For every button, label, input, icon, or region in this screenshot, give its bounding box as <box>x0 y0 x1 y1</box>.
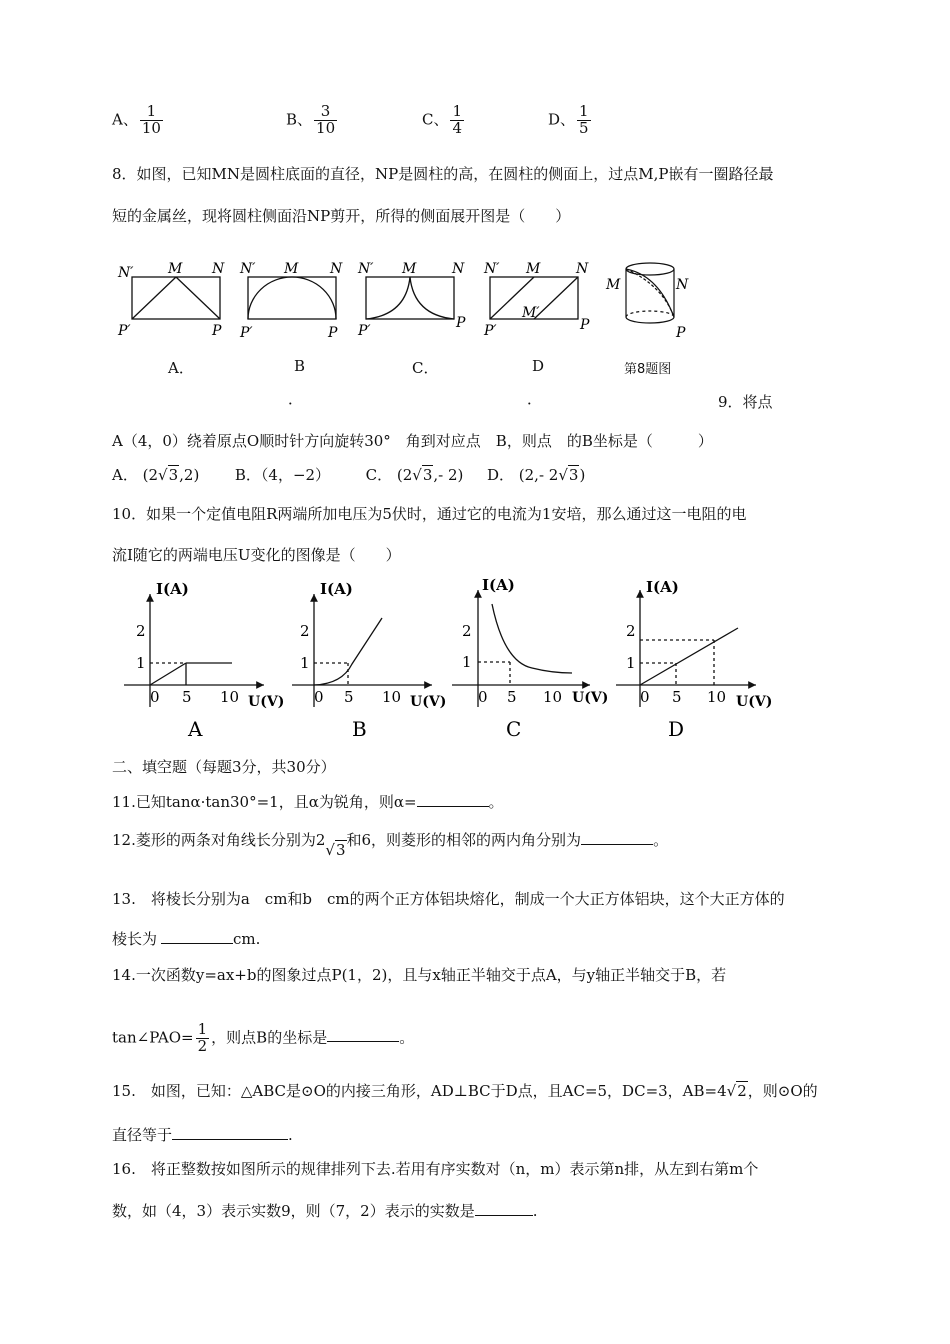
q10-caption-d: D <box>668 717 685 741</box>
q10-graph-d <box>616 590 756 707</box>
q10-caption-c: C <box>506 717 522 741</box>
q8-cylinder <box>626 263 674 323</box>
svg-text:M: M <box>402 261 417 277</box>
q8-caption-a: A． <box>168 359 194 377</box>
svg-text:2: 2 <box>300 622 310 640</box>
q8-figure-b <box>248 277 336 319</box>
q12: 12.菱形的两条对角线长分别为2√3和6，则菱形的相邻的两内角分别为 。 <box>112 831 669 859</box>
q10-line2: 流I随它的两端电压U变化的图像是（ ） <box>112 546 401 564</box>
svg-text:10: 10 <box>382 688 402 706</box>
q10-graph-b <box>292 594 432 707</box>
q10-caption-a: A <box>188 717 203 741</box>
svg-text:0: 0 <box>478 688 488 706</box>
svg-text:5: 5 <box>182 688 192 706</box>
svg-text:I(A): I(A) <box>156 580 189 598</box>
svg-text:1: 1 <box>136 654 146 672</box>
svg-text:M: M <box>526 261 541 277</box>
q10-line1: 10．如果一个定值电阻R两端所加电压为5伏时，通过它的电流为1安培，那么通过这一电阻的电 <box>112 505 747 523</box>
svg-text:I(A): I(A) <box>320 580 353 598</box>
svg-text:0: 0 <box>314 688 324 706</box>
q8-line2: 短的金属丝，现将圆柱侧面沿NP剪开，所得的侧面展开图是（ ） <box>112 207 571 225</box>
q14-line1: 14.一次函数y=ax+b的图象过点P(1，2)，且与x轴正半轴交于点A，与y轴正半轴交于B，若 <box>112 966 727 984</box>
q8-caption-b: B <box>294 357 306 375</box>
q13-line2: 棱长为 cm. <box>112 930 261 948</box>
q7-option-c: C、 $\frac{1}{4}$ <box>422 102 463 137</box>
q10-graph-c <box>452 590 590 707</box>
svg-text:U(V): U(V) <box>572 690 609 706</box>
q15-line2: 直径等于 . <box>112 1126 293 1144</box>
svg-text:U(V): U(V) <box>248 694 285 710</box>
q8-dot-d: ． <box>527 390 543 408</box>
svg-text:5: 5 <box>344 688 354 706</box>
q9-opt-d-value: (2,- 2√3) <box>518 466 586 484</box>
label-n-prime: N′ <box>118 265 134 281</box>
svg-text:N: N <box>676 277 689 293</box>
q14-line2: tan∠PAO= $\frac{1}{2}$ ，则点B的坐标是 。 <box>112 1020 415 1055</box>
svg-text:P: P <box>676 325 686 341</box>
q7-option-a: A、 $\frac{1}{10}$ <box>112 102 161 137</box>
label-n: N <box>212 261 225 277</box>
q10-caption-b: B <box>352 717 367 741</box>
q8-caption-c: C． <box>412 359 439 377</box>
q9-opt-c-value: (2√3,- 2) <box>396 466 464 484</box>
svg-text:N′: N′ <box>484 261 500 277</box>
q7-option-d: D、 $\frac{1}{5}$ <box>548 102 589 137</box>
q9-opt-b: B．（4，−2） <box>234 466 331 484</box>
q9-options: A． (2√3,2) B．（4，−2） C． (2√3,- 2) D． (2,- 2√3) <box>112 466 586 484</box>
svg-text:N: N <box>576 261 589 277</box>
fraction: $\frac{1}{4}$ <box>452 102 463 137</box>
svg-text:P′: P′ <box>358 323 371 339</box>
q9-opt-a-value: (2√3,2) <box>142 466 200 484</box>
q8-line1: 8．如图，已知MN是圆柱底面的直径，NP是圆柱的高，在圆柱的侧面上，过点M,P嵌有一圈路径最 <box>112 165 774 183</box>
svg-text:P: P <box>328 325 338 341</box>
fraction: $\frac{3}{10}$ <box>316 102 336 137</box>
svg-text:U(V): U(V) <box>410 694 447 710</box>
q7-option-b: B、 $\frac{3}{10}$ <box>286 102 336 137</box>
q8-figures <box>110 255 710 345</box>
svg-text:P′: P′ <box>484 323 497 339</box>
q8-figure-caption: 第8题图 <box>624 362 672 377</box>
svg-text:0: 0 <box>150 688 160 706</box>
svg-text:2: 2 <box>626 622 636 640</box>
svg-text:M′: M′ <box>522 305 540 321</box>
svg-text:0: 0 <box>640 688 650 706</box>
svg-text:N′: N′ <box>358 261 374 277</box>
q16-line2: 数，如（4，3）表示实数9，则（7，2）表示的实数是 . <box>112 1202 538 1220</box>
label-p-prime: P′ <box>118 323 131 339</box>
svg-text:2: 2 <box>462 622 472 640</box>
q10-graph-a <box>124 594 264 707</box>
svg-text:P: P <box>456 315 466 331</box>
svg-text:10: 10 <box>543 688 563 706</box>
label-m: M <box>168 261 183 277</box>
svg-text:M: M <box>284 261 299 277</box>
q13-line1: 13. 将棱长分别为a cm和b cm的两个正方体铝块熔化，制成一个大正方体铝块，这个大正方体的 <box>112 890 785 908</box>
svg-text:1: 1 <box>462 653 472 671</box>
svg-text:2: 2 <box>136 622 146 640</box>
svg-text:M: M <box>606 277 621 293</box>
svg-text:P′: P′ <box>240 325 253 341</box>
label-p: P <box>212 323 222 339</box>
svg-text:N: N <box>452 261 465 277</box>
svg-text:N: N <box>330 261 343 277</box>
q10-graphs <box>112 572 792 747</box>
svg-text:10: 10 <box>220 688 240 706</box>
q9-line: A（4，0）绕着原点O顺时针方向旋转30° 角到对应点 B，则点 的B坐标是（ ） <box>112 432 713 450</box>
section-title: 二、填空题（每题3分，共30分） <box>112 758 336 776</box>
fraction: $\frac{1}{10}$ <box>141 102 161 137</box>
q11: 11.已知tanα·tan30°=1，且α为锐角，则α= 。 <box>112 793 504 811</box>
svg-text:1: 1 <box>300 654 310 672</box>
svg-text:N′: N′ <box>240 261 256 277</box>
q8-caption-d: D <box>532 357 545 375</box>
q16-line1: 16. 将正整数按如图所示的规律排列下去.若用有序实数对（n，m）表示第n排，从左到右第m个 <box>112 1160 759 1178</box>
svg-text:I(A): I(A) <box>646 578 679 596</box>
q8-figure-a <box>132 277 220 319</box>
svg-text:P: P <box>580 317 590 333</box>
svg-text:10: 10 <box>707 688 727 706</box>
q8-figure-c <box>366 277 454 319</box>
q8-dot-b: ． <box>288 390 304 408</box>
svg-text:U(V): U(V) <box>736 694 773 710</box>
svg-text:5: 5 <box>672 688 682 706</box>
svg-text:5: 5 <box>507 688 517 706</box>
q9-prefix: 9．将点 <box>718 393 773 411</box>
fraction: $\frac{1}{5}$ <box>579 102 589 137</box>
q15-line1: 15. 如图，已知：△ABC是⊙O的内接三角形，AD⊥BC于D点，且AC=5，DC=3，AB=4√2，则⊙O的 <box>112 1082 818 1100</box>
svg-text:1: 1 <box>626 654 636 672</box>
svg-text:I(A): I(A) <box>482 576 515 594</box>
